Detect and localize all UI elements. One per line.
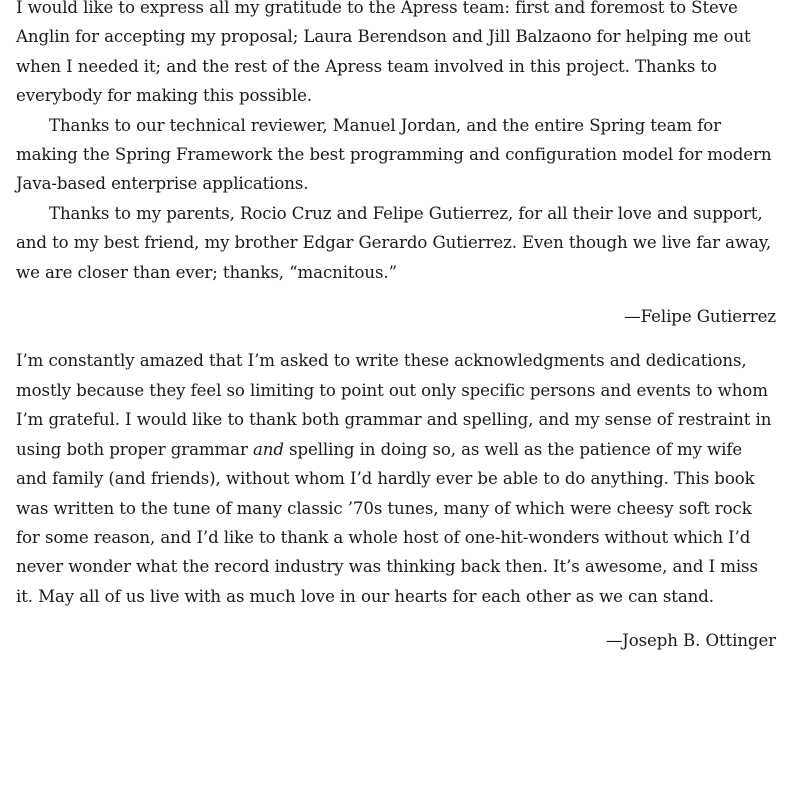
- author-signature-felipe: —Felipe Gutierrez: [624, 307, 776, 327]
- acknowledgments-page: [16, 0, 776, 671]
- paragraph-text-start: I’m constantly amazed that I’m asked to write these acknowledgments and dedications, mostly because they feel so limiting to point out only specific persons and events to whom I’m grateful. I would like to thank both grammar and spelling, and my sense of restraint in using both proper grammar: [16, 351, 772, 459]
- reviewer-thanks-paragraph: Thanks to our technical reviewer, Manuel Jordan, and the entire Spring team for making the Spring Framework the best programming and configuration model for modern Java-based enterprise applications.: [16, 115, 772, 194]
- gratitude-paragraph: I would like to express all my gratitude to the Apress team: first and foremost to Steve Anglin for accepting my proposal; Laura Berendson and Jill Balzaono for helping me out when I needed it; and the rest of the Apress team involved in this project. Thanks to everybody for making this possible.: [16, 0, 751, 106]
- author-signature-joseph: —Joseph B. Ottinger: [605, 631, 776, 651]
- family-thanks-paragraph: Thanks to my parents, Rocio Cruz and Felipe Gutierrez, for all their love and support, and to my best friend, my brother Edgar Gerardo Gutierrez. Even though we live far away, we are closer than ever; thanks, “macnitous.”: [16, 203, 772, 282]
- italic-emphasis: and: [252, 439, 284, 459]
- second-author-paragraph: [16, 346, 776, 611]
- paragraph-text-end: spelling in doing so, as well as the patience of my wife and family (and friends), without whom I’d hardly ever be able to do anything. This book was written to the tune of many classic ’70s tunes, many of which were cheesy soft rock for some reason, and I’d like to thank a whole host of one-hit-wonders without which I’d never wonder what the record industry was thinking back then. It’s awesome, and I miss it. May all of us live with as much love in our hearts for each other as we can stand.: [16, 439, 758, 606]
